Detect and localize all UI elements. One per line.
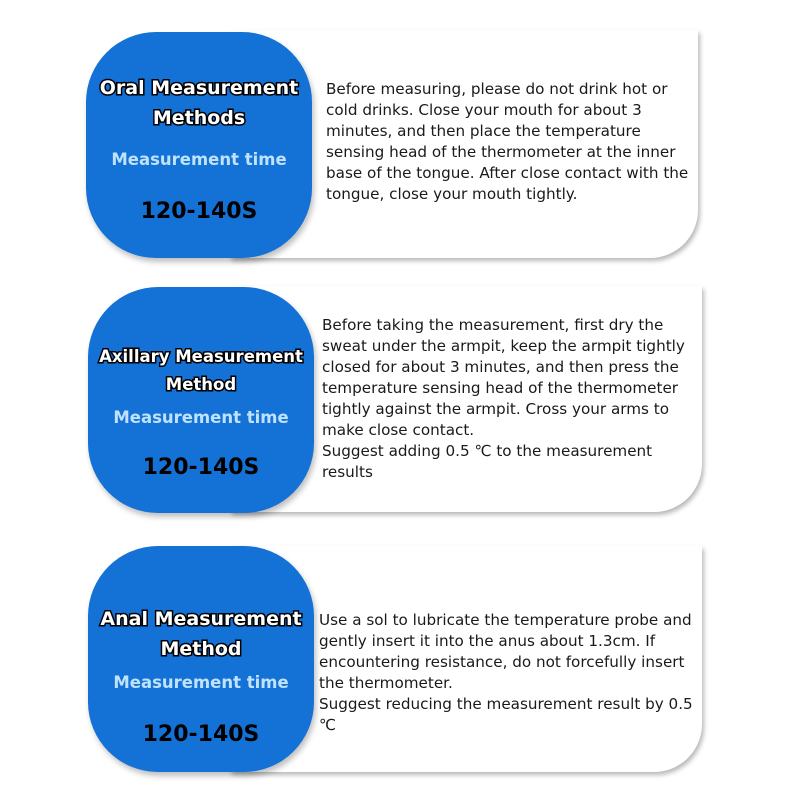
axillary-description-text: Before taking the measurement, first dry the sweat under the armpit, keep the armpit tightly closed for about 3 minutes, and then press the temperature sensing head of the thermometer tightly against the armpit. Cross your arms to make close contact. Suggest adding 0.5 ℃ to the measurement results xyxy=(322,316,685,481)
axillary-measurement-time-label: Measurement time xyxy=(113,408,289,427)
anal-method-title: Anal Measurement Method xyxy=(100,608,302,660)
oral-description-text: Before measuring, please do not drink hot or cold drinks. Close your mouth for about 3 minutes, and then place the temperature sensing head of the thermometer at the inner base of the tongue. After close contact with the tongue, close your mouth tightly. xyxy=(326,80,689,203)
oral-method-title: Oral Measurement Methods xyxy=(99,77,299,129)
oral-measurement-time-value: 120-140S xyxy=(140,199,258,224)
axillary-measurement-time-value: 120-140S xyxy=(142,455,260,480)
anal-method-badge xyxy=(88,546,314,772)
oral-measurement-time-label: Measurement time xyxy=(111,150,287,169)
anal-measurement-time-value: 120-140S xyxy=(142,722,260,747)
anal-measurement-time-label: Measurement time xyxy=(113,673,289,692)
axillary-method-title: Axillary Measurement Method xyxy=(99,347,303,394)
anal-description-text: Use a sol to lubricate the temperature probe and gently insert it into the anus about 1.3cm. If encountering resistance, do not forcefully insert the thermometer. Suggest reducing the measurement result by 0.5 ℃ xyxy=(319,611,693,734)
